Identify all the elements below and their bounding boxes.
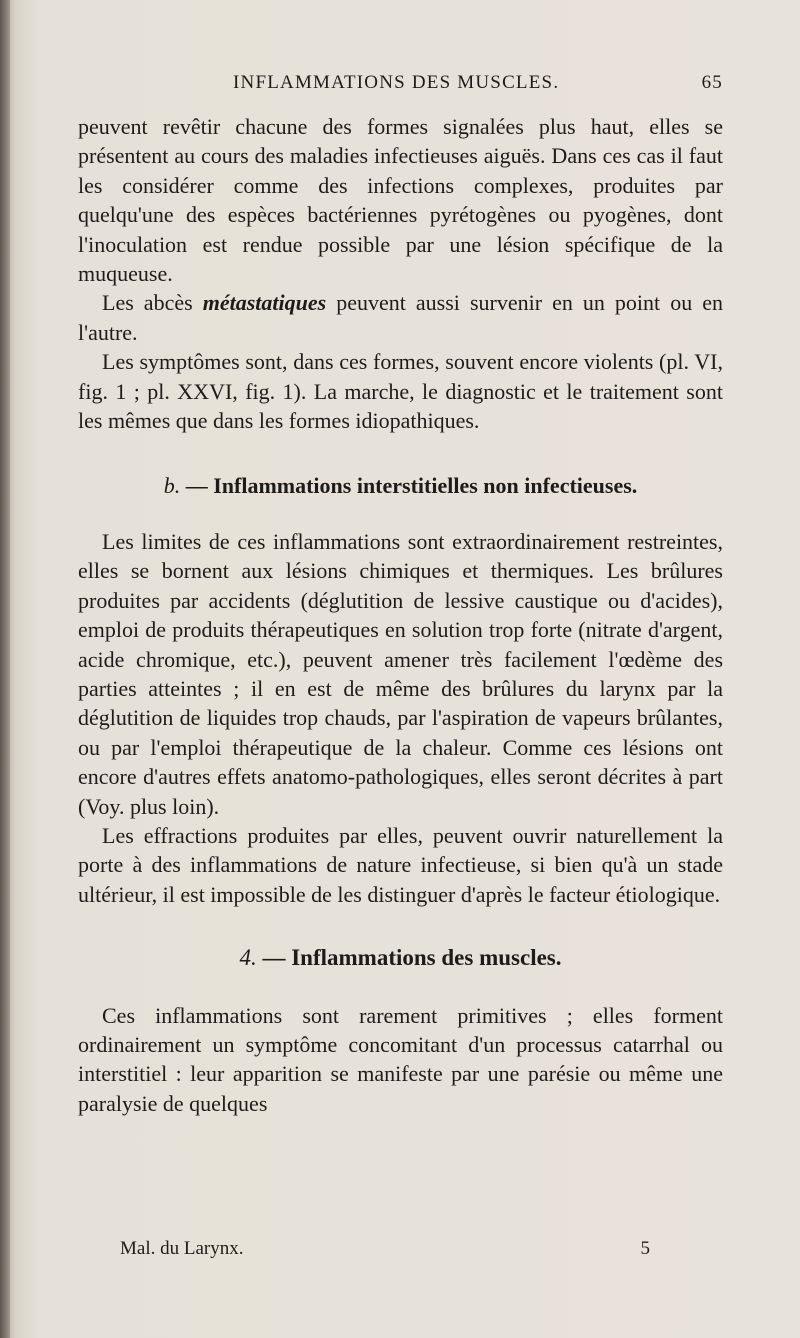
emphasis: métastatiques [202,290,327,316]
text-run: peuvent aussi survenir en un point ou en l'autre. [78,290,723,345]
running-header [78,72,723,100]
book-spine-shadow [0,0,10,1338]
paragraph: Les effractions produites par elles, peuvent ouvrir naturellement la porte à des inflammations de nature infectieuse, si bien qu'à un stade ultérieur, il est impossible de les distinguer d'après le facteur étiologique. [78,822,723,907]
paragraph: peuvent revêtir chacune des formes signalées plus haut, elles se présentent au cours des maladies infectieuses aiguës. Dans ces cas il faut les considérer comme des infections complexes, produites par quelqu'une des espèces bactériennes pyrétogènes ou pyogènes, dont l'inoculation est rendue possible par une lésion spécifique de la muqueuse. [78,114,723,287]
paragraph: Ces inflammations sont rarement primitives ; elles forment ordinairement un symptôme concomitant d'un processus catarrhal ou interstitiel : leur apparition se manifeste par une parésie ou même une paralysie de quelques [78,1002,723,1116]
paragraph: Les symptômes sont, dans ces formes, souvent encore violents (pl. VI, fig. 1 ; pl. XXVI, fig. 1). La marche, le diagnostic et le traitement sont les mêmes que dans les formes idiopathiques. [78,349,723,434]
section-title: — Inflammations interstitielles non infectieuses. [180,473,638,499]
section-title: — Inflammations des muscles. [256,945,562,971]
signature-number: 5 [640,1238,650,1259]
paragraph: Les limites de ces inflammations sont extraordinairement restreintes, elles se bornent aux lésions chimiques et thermiques. Les brûlures produites par accidents (déglutition de lessive caustique ou d'acides), emploi de produits thérapeutiques en solution trop forte (nitrate d'argent, acide chromique, etc.), peuvent amener très facilement l'œdème des parties atteintes ; il en est de même des brûlures du larynx par la déglutition de liquides trop chauds, par l'aspiration de vapeurs brûlantes, ou par l'emploi thérapeutique de la chaleur. Comme ces lésions ont encore d'autres effets anatomo-pathologiques, elles seront décrites à part (Voy. plus loin). [78,528,723,819]
signature-title: Mal. du Larynx. [120,1238,244,1259]
section-letter: b. [163,473,181,499]
running-title: INFLAMMATIONS DES MUSCLES. [233,72,560,93]
page-body [78,112,723,1118]
section-heading-4 [78,943,723,972]
page-number: 65 [701,72,723,93]
paragraph [78,288,723,347]
section-number: 4. [239,945,257,971]
text-run: Les abcès [102,290,203,316]
section-heading-b [78,471,723,500]
signature-line [120,1238,650,1264]
